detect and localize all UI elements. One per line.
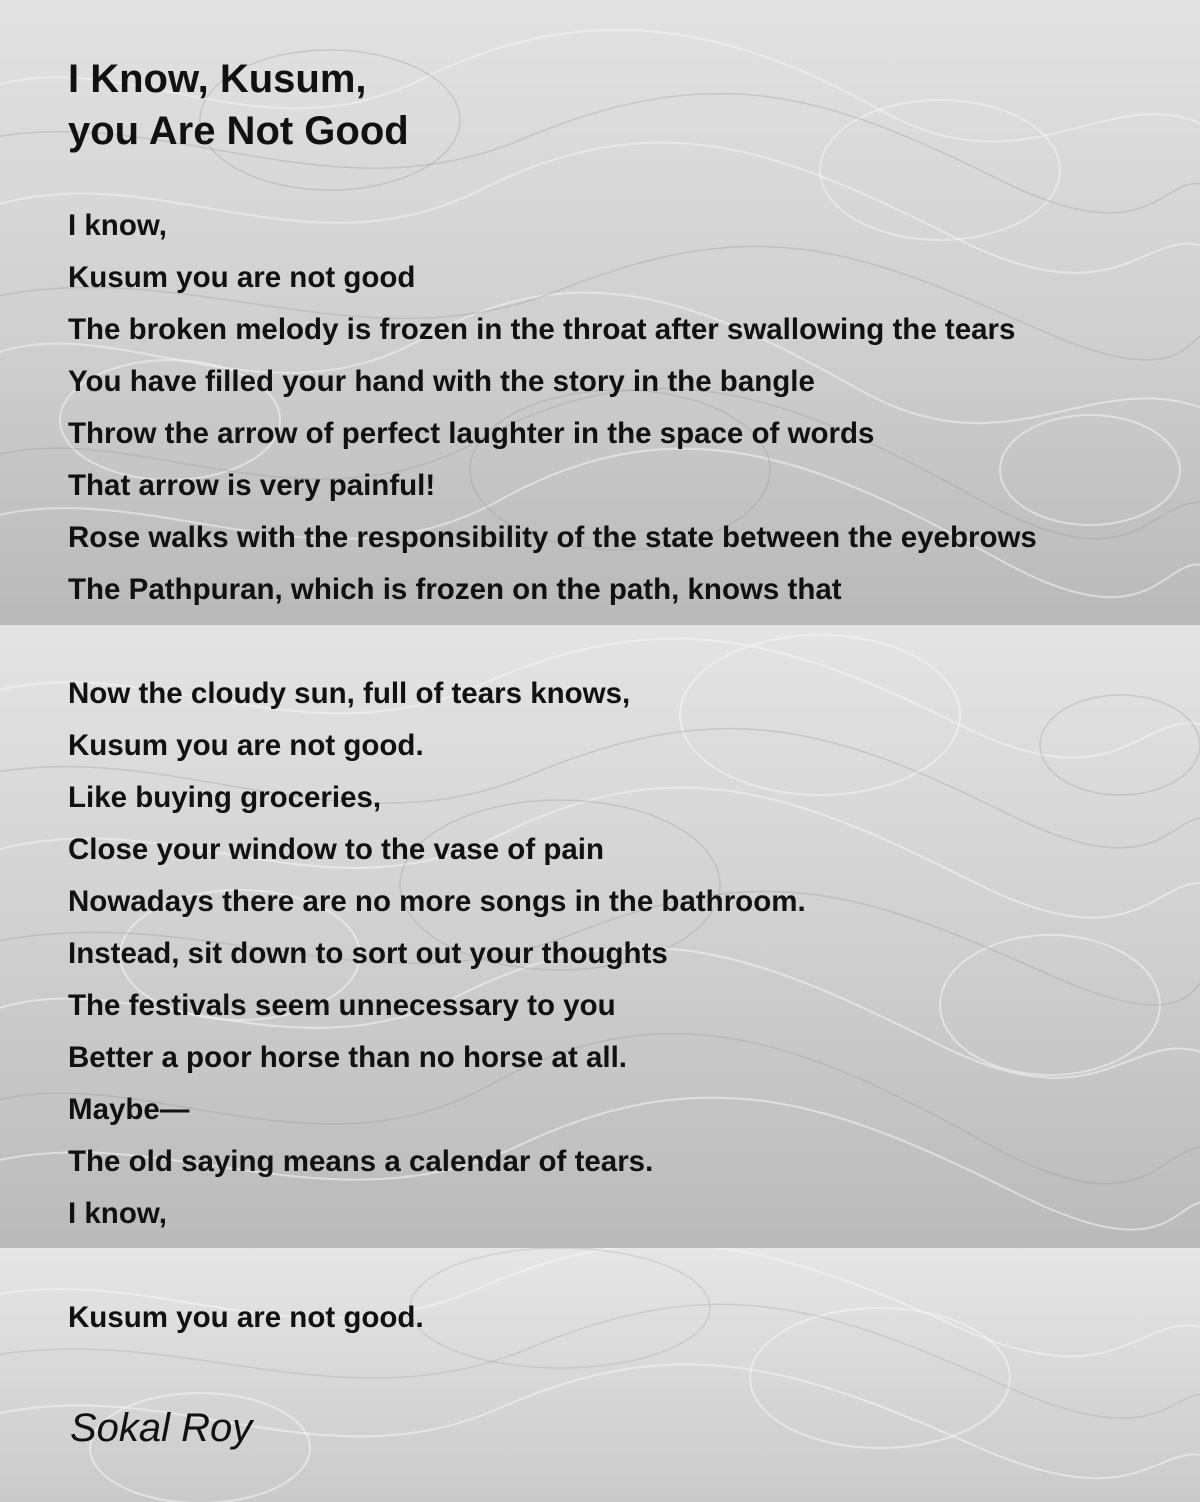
poem-line: I know, <box>68 209 167 242</box>
poem-line: You have filled your hand with the story in the bangle <box>68 365 815 398</box>
poem-line: Like buying groceries, <box>68 781 382 814</box>
poem-line: Now the cloudy sun, full of tears knows, <box>68 677 631 710</box>
poem-title-line: you Are Not Good <box>68 109 409 153</box>
poem-line: Instead, sit down to sort out your thoughts <box>68 937 668 970</box>
poem-line: Better a poor horse than no horse at all. <box>68 1041 627 1074</box>
poem-line: The festivals seem unnecessary to you <box>68 989 616 1022</box>
poem-title-line: I Know, Kusum, <box>68 57 367 101</box>
poem-line: The Pathpuran, which is frozen on the path, knows that <box>68 573 842 606</box>
poem-line: Kusum you are not good <box>68 261 416 294</box>
poem-author: Sokal Roy <box>70 1406 253 1450</box>
poem-line: I know, <box>68 1197 167 1230</box>
poem-line: Kusum you are not good. <box>68 1301 424 1334</box>
poem-line: The old saying means a calendar of tears. <box>68 1145 654 1178</box>
poem-line: The broken melody is frozen in the throat after swallowing the tears <box>68 313 1016 346</box>
poem-line: Maybe— <box>68 1093 190 1126</box>
poem-line: Close your window to the vase of pain <box>68 833 604 866</box>
poem-line: That arrow is very painful! <box>68 469 436 502</box>
poem-line: Kusum you are not good. <box>68 729 424 762</box>
poem-line: Nowadays there are no more songs in the bathroom. <box>68 885 806 918</box>
poem-title <box>68 53 409 157</box>
poem-line: Rose walks with the responsibility of the state between the eyebrows <box>68 521 1037 554</box>
poem-line: Throw the arrow of perfect laughter in the space of words <box>68 417 875 450</box>
